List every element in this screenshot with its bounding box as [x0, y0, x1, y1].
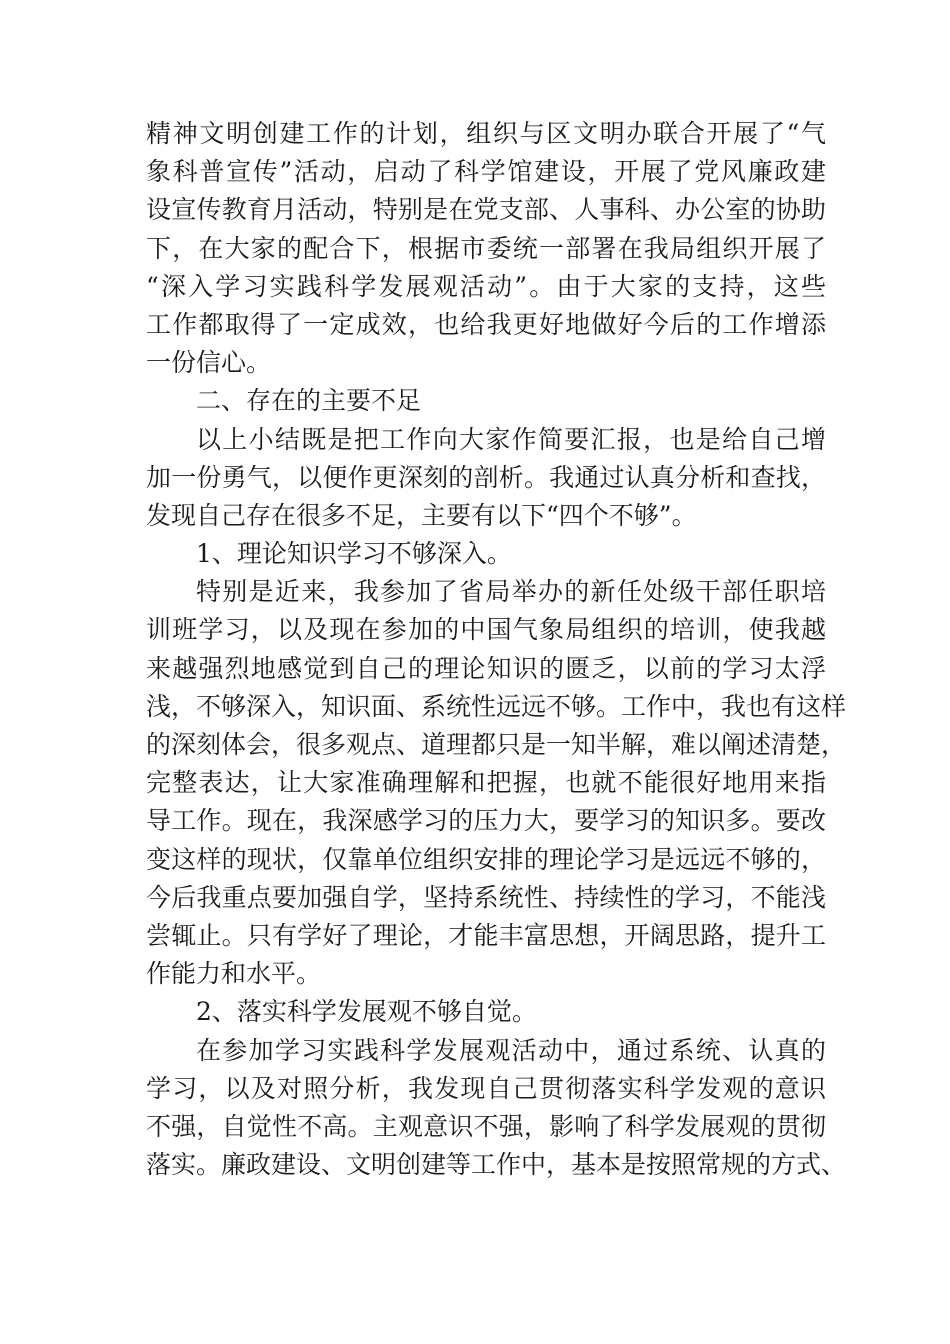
- text-line: 来越强烈地感觉到自己的理论知识的匮乏，以前的学习太浮: [146, 653, 826, 683]
- body-text: [146, 115, 847, 1184]
- text-line: 加一份勇气，以便作更深刻的剖析。我通过认真分析和查找，: [146, 462, 826, 492]
- subsection-heading: 1、理论知识学习不够深入。: [196, 539, 512, 569]
- text-line: 不强，自觉性不高。主观意识不强，影响了科学发展观的贯彻: [146, 1111, 826, 1141]
- text-line: 设宣传教育月活动，特别是在党支部、人事科、办公室的协助: [146, 195, 826, 225]
- text-line: 一份信心。: [146, 348, 272, 378]
- text-line: 学习，以及对照分析，我发现自己贯彻落实科学发观的意识: [146, 1073, 826, 1103]
- text-line: 下，在大家的配合下，根据市委统一部署在我局组织开展了: [146, 233, 826, 263]
- text-line: 发现自己存在很多不足，主要有以下“四个不够”。: [146, 500, 697, 530]
- text-line: 精神文明创建工作的计划，组织与区文明办联合开展了“气: [146, 119, 826, 148]
- text-line: 特别是近来，我参加了省局举办的新任处级干部任职培: [196, 577, 826, 607]
- text-line: 完整表达，让大家准确理解和把握，也就不能很好地用来指: [146, 768, 826, 798]
- text-line: 尝辄止。只有学好了理论，才能丰富思想，开阔思路，提升工: [146, 920, 826, 950]
- text-line: 的深刻体会，很多观点、道理都只是一知半解，难以阐述清楚，: [146, 730, 847, 759]
- text-line: 导工作。现在，我深感学习的压力大，要学习的知识多。要改: [146, 806, 826, 836]
- text-line: “深入学习实践科学发展观活动”。由于大家的支持，这些: [146, 271, 826, 301]
- section-heading: 二、存在的主要不足: [196, 386, 422, 416]
- text-line: 象科普宣传”活动，启动了科学馆建设，开展了党风廉政建: [146, 157, 826, 187]
- text-line: 训班学习，以及现在参加的中国气象局组织的培训，使我越: [146, 615, 826, 645]
- text-line: 以上小结既是把工作向大家作简要汇报，也是给自己增: [196, 424, 826, 454]
- subsection-heading: 2、落实科学发展观不够自觉。: [196, 997, 537, 1027]
- text-line: 变这样的现状，仅靠单位组织安排的理论学习是远远不够的，: [146, 844, 826, 874]
- text-line: 浅，不够深入，知识面、系统性远远不够。工作中，我也有这样: [146, 691, 847, 721]
- text-line: 今后我重点要加强自学，坚持系统性、持续性的学习，不能浅: [146, 882, 826, 912]
- text-line: 作能力和水平。: [146, 959, 322, 989]
- text-line: 落实。廉政建设、文明创建等工作中，基本是按照常规的方式、: [146, 1150, 847, 1180]
- text-line: 工作都取得了一定成效，也给我更好地做好今后的工作增添: [146, 309, 826, 339]
- text-line: 在参加学习实践科学发展观活动中，通过系统、认真的: [196, 1035, 826, 1065]
